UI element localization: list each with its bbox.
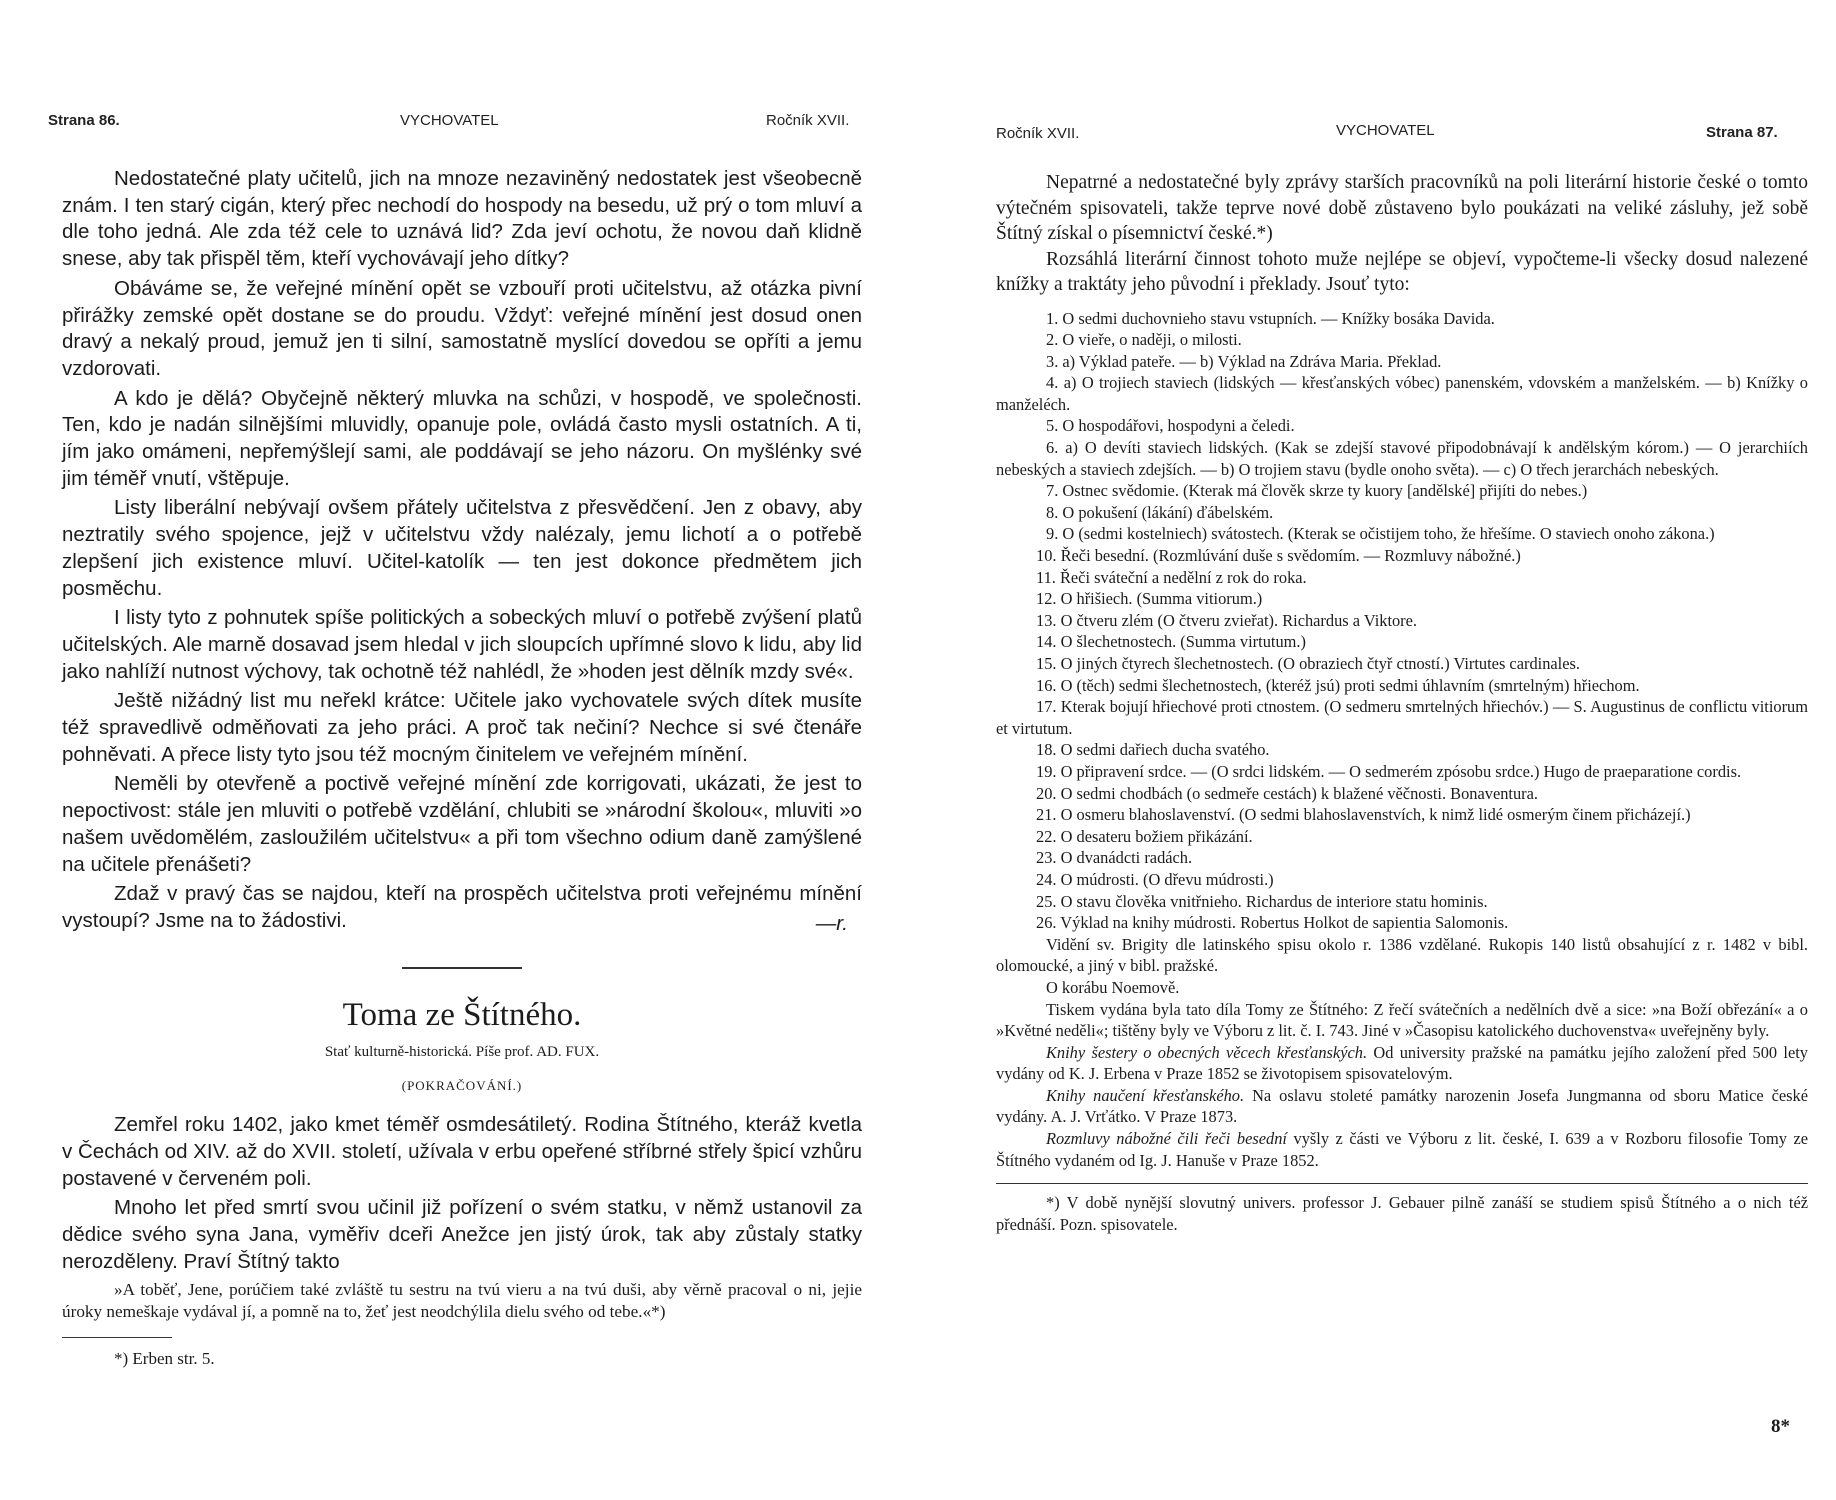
list-item: 16. O (těch) sedmi šlechetnostech, (kteréž jsú) proti sedmi úhlavním (smrtelným) hřiechom.: [1036, 675, 1640, 695]
paragraph: Ještě nižádný list mu neřekl krátce: Učitele jako vychovatele svých dítek musíte též spravedlivě odměňovati za jeho práci. A proč tak nečiní? Nechce si své čtenáře pohněvati. A přece listy tyto jsou též mocným činitelem ve veřejném mínění.: [62, 689, 862, 766]
edition-text: vyšly z části ve Výboru z lit. české, I. 639 a v Rozboru filosofie Tomy ze Štítného vydaném od Ig. J. Hanuše v Praze 1852.: [996, 1129, 1808, 1170]
list-item: 9. O (sedmi kostelniech) svátostech. (Kterak se očistijem toho, že hřešíme. O staviech onoho zákona.): [1046, 524, 1715, 544]
journal-title: VYCHOVATEL: [400, 112, 499, 129]
right-body: [996, 170, 1808, 1235]
list-item: 21. O osmeru blahoslavenství. (O sedmi blahoslavenstvích, k nimž lidé osmerým činem přicházejí.): [1036, 805, 1691, 825]
footnote-rule: [62, 1337, 172, 1338]
right-page: [918, 0, 1836, 1500]
list-paragraph: Tiskem vydána byla tato díla Tomy ze Štítného: Z řečí svátečních a nedělních dvě a sice: »na Boží obřezání« a o »Květné neděli«; tištěny byly ve Výboru z lit. č. I. 743. Jiné v »Časopisu katolického duchovenstva« uveřejněny byly.: [996, 999, 1808, 1041]
signature-mark: 8*: [1771, 1416, 1790, 1437]
paragraph: Obáváme se, že veřejné mínění opět se vzbouří proti učitelstvu, až otázka pivní přirážky zemské opět dostane se do proudu. Vždyť: veřejné mínění jest dosud onen dravý a nekalý proud, jemuž jen ti silní, samostatně myslící dovedou se opříti a jemu vzdorovati.: [62, 276, 862, 380]
edition-entry: [996, 1042, 1808, 1085]
list-item: 26. Výklad na knihy múdrosti. Robertus Holkot de sapientia Salomonis.: [1036, 913, 1509, 933]
list-item: 7. Ostnec svědomie. (Kterak má člověk skrze ty kuory [andělské] přijíti do nebes.): [1046, 481, 1588, 501]
paragraph: Nedostatečné platy učitelů, jich na mnoze nezaviněný nedostatek jest všeobecně znám. I ten starý cigán, který přec nechodí do hospody na besedu, už prý o tom mluví a dle toho jedná. Ale zda též cele to uznává lid? Zda jeví ochotu, že novou daň klidně snese, aby tak přispěl těm, kteří vychovávají jeho dítky?: [62, 167, 862, 271]
list-item: 3. a) Výklad pateře. — b) Výklad na Zdráva Maria. Překlad.: [1046, 351, 1442, 371]
edition-entry: [996, 1085, 1808, 1128]
list-item: 10. Řeči besední. (Rozmlúvání duše s svědomím. — Rozmluvy nábožné.): [1036, 546, 1521, 566]
author-signature: —r.: [815, 911, 848, 935]
list-item: 22. O desateru božiem přikázání.: [1036, 826, 1253, 846]
edition-entry: [996, 1128, 1808, 1171]
paragraph: Listy liberální nebývají ovšem přátely učitelstva z přesvědčení. Jen z obavy, aby neztratily svého spojence, jejž v učitelstvu vždy nalézaly, jemu lichotí a o potřebě zlepšení jich existence mluví. Učitel-katolík — ten jest dokonce předmětem jich posměchu.: [62, 496, 862, 600]
edition-title: Rozmluvy nábožné čili řeči besední: [1046, 1129, 1287, 1149]
list-item: 4. a) O trojiech staviech (lidských — křesťanských vóbec) panenském, vdovském a manželském. — b) Knížky o manželéch.: [996, 373, 1808, 414]
list-item: 14. O šlechetnostech. (Summa virtutum.): [1036, 632, 1306, 652]
list-item: 18. O sedmi dařiech ducha svatého.: [1036, 740, 1270, 760]
list-paragraph: O korábu Noemově.: [1046, 977, 1180, 997]
list-item: 12. O hřišiech. (Summa vitiorum.): [1036, 589, 1263, 609]
edition-text: Od university pražské na památku jejího založení před 500 lety vydány od K. J. Erbena v Praze 1852 se životopisem spisovatelovým.: [996, 1042, 1808, 1084]
section-divider: [402, 967, 522, 969]
footnote-rule: [996, 1183, 1808, 1184]
works-list: [996, 308, 1808, 1236]
journal-title: VYCHOVATEL: [1336, 122, 1435, 139]
list-item: 8. O pokušení (lákání) ďábelském.: [1046, 502, 1274, 522]
list-paragraph: Vidění sv. Brigity dle latinského spisu okolo r. 1386 vzdělané. Rukopis 140 listů obsahující z r. 1482 v bibl. olomoucké, a jiný v bibl. pražské.: [996, 934, 1808, 976]
continuation-note: (POKRAČOVÁNÍ.): [401, 1078, 523, 1094]
edition-title: Knihy šestery o obecných věcech křesťanských.: [1046, 1042, 1368, 1062]
list-item: 2. O vieře, o naději, o milosti.: [1046, 330, 1242, 350]
list-item: 13. O čtveru zlém (O čtveru zvieřat). Richardus a Viktore.: [1036, 610, 1418, 630]
list-item: 20. O sedmi chodbách (o sedmeře cestách) k blažené věčnosti. Bonaventura.: [1036, 783, 1539, 803]
paragraph: Nepatrné a nedostatečné byly zprávy starších pracovníků na poli literární historie české o tomto výtečném spisovateli, takže teprve nové době zůstaveno bylo poukázati na veliké zásluhy, jež sobě Štítný získal o písemnictví české.*): [996, 172, 1808, 244]
paragraph: Rozsáhlá literární činnost tohoto muže nejlépe se objeví, vypočteme-li všecky dosud nalezené knížky a traktáty jeho původní i překlady. Jsouť tyto:: [996, 248, 1808, 295]
list-item: 25. O stavu člověka vnitřnieho. Richardus de interiore statu hominis.: [1036, 891, 1488, 911]
page-number: Strana 87.: [1706, 124, 1778, 141]
footnote: *) Erben str. 5.: [114, 1349, 215, 1369]
edition-title: Knihy naučení křesťanského.: [1046, 1085, 1245, 1105]
footnote: *) V době nynější slovutný univers. professor J. Gebauer pilně zanáší se studiem spisů Štítného a o nich též přednáší. Pozn. spisovatele.: [996, 1193, 1808, 1234]
list-item: 6. a) O devíti staviech lidských. (Kak se zdejší stavové připodobnávají k andělským kórom.) — O jerarchiích nebeských a staviech zdejších. — b) O trojiem stavu (bydle onoho světa). — c) O třech jerarchách nebeských.: [996, 438, 1808, 479]
left-body: [62, 166, 862, 1373]
list-item: 23. O dvanádcti radách.: [1036, 848, 1193, 868]
paragraph: A kdo je dělá? Obyčejně některý mluvka na schůzi, v hospodě, ve společnosti. Ten, kdo je nadán silnějšími mluvidly, opanuje pole, ovládá často mysli ostatních. A ti, jím jako omámeni, nepřemýšlejí sami, ale poddávají se jeho názoru. On myšlénky své jim téměř vnutí, vštěpuje.: [62, 386, 862, 490]
paragraph: Zdaž v pravý čas se najdou, kteří na prospěch učitelstva proti veřejnému mínění vystoupí? Jsme na to žádostivi.: [62, 882, 862, 932]
paragraph: Mnoho let před smrtí svou učinil již pořízení o svém statku, v němž ustanovil za dědice svého syna Jana, vyměřiv dceři Anežce jen jistý úrok, tak aby zůstaly statky nerozděleny. Praví Štítný takto: [62, 1196, 862, 1273]
article-subtitle: Stať kulturně-historická. Píše prof. AD. FUX.: [324, 1044, 600, 1061]
quotation: »A toběť, Jene, porúčiem také zvláště tu sestru na tvú vieru a na tvú duši, aby věrně pracoval o ni, jejie úroky nemeškaje vydával jí, a pomně na to, žeť jest neodchýlila dielu svého od tebe.«*): [62, 1280, 862, 1322]
edition-text: Na oslavu stoleté památky narozenin Josefa Jungmanna od sboru Matice české vydány. A. J. Vrťátko. V Praze 1873.: [996, 1085, 1809, 1127]
list-item: 11. Řeči sváteční a nedělní z rok do roka.: [1036, 567, 1307, 587]
list-item: 17. Kterak bojují hřiechové proti ctnostem. (O sedmeru smrtelných hřiechóv.) — S. Augustinus de conflictu vitiorum et virtutum.: [996, 697, 1808, 738]
list-item: 1. O sedmi duchovnieho stavu vstupních. — Knížky bosáka Davida.: [1046, 308, 1495, 328]
list-item: 15. O jiných čtyrech šlechetnostech. (O obraziech čtyř ctností.) Virtutes cardinales.: [1036, 654, 1580, 673]
list-item: 19. O připravení srdce. — (O srdci lidském. — O sedmerém zpósobu srdce.) Hugo de praeparatione cordis.: [1036, 761, 1742, 781]
page-number: Strana 86.: [48, 112, 120, 129]
list-item: 24. O múdrosti. (O dřevu múdrosti.): [1036, 869, 1274, 889]
paragraph: Zemřel roku 1402, jako kmet téměř osmdesátiletý. Rodina Štítného, kteráž kvetla v Čechách od XIV. až do XVII. století, užívala v erbu opeřené stříbrné střely špicí vzhůru postavené v červeném poli.: [62, 1113, 862, 1190]
paragraph: Neměli by otevřeně a poctivě veřejné mínění zde korrigovati, ukázati, že jest to nepoctivost: stále jen mluviti o potřebě vzdělání, chlubiti se »národní školou«, mluviti »o našem uvědomělém, zasloužilém učitelstvu« a při tom všechno odium daně zamýšlené na učitele přenášeti?: [62, 772, 862, 876]
volume-label: Ročník XVII.: [766, 112, 850, 129]
paragraph: I listy tyto z pohnutek spíše politických a sobeckých mluví o potřebě zvýšení platů učitelských. Ale marně dosavad jsem hledal v jich sloupcích upřímné slovo k lidu, aby lid jako nahlíží nutnost výchovy, tak ochotně též nahlédl, že »hoden jest dělník mzdy své«.: [62, 606, 862, 683]
volume-label: Ročník XVII.: [996, 125, 1080, 142]
article-title: Toma ze Štítného.: [342, 997, 582, 1034]
list-item: 5. O hospodářovi, hospodyni a čeledi.: [1046, 416, 1295, 436]
